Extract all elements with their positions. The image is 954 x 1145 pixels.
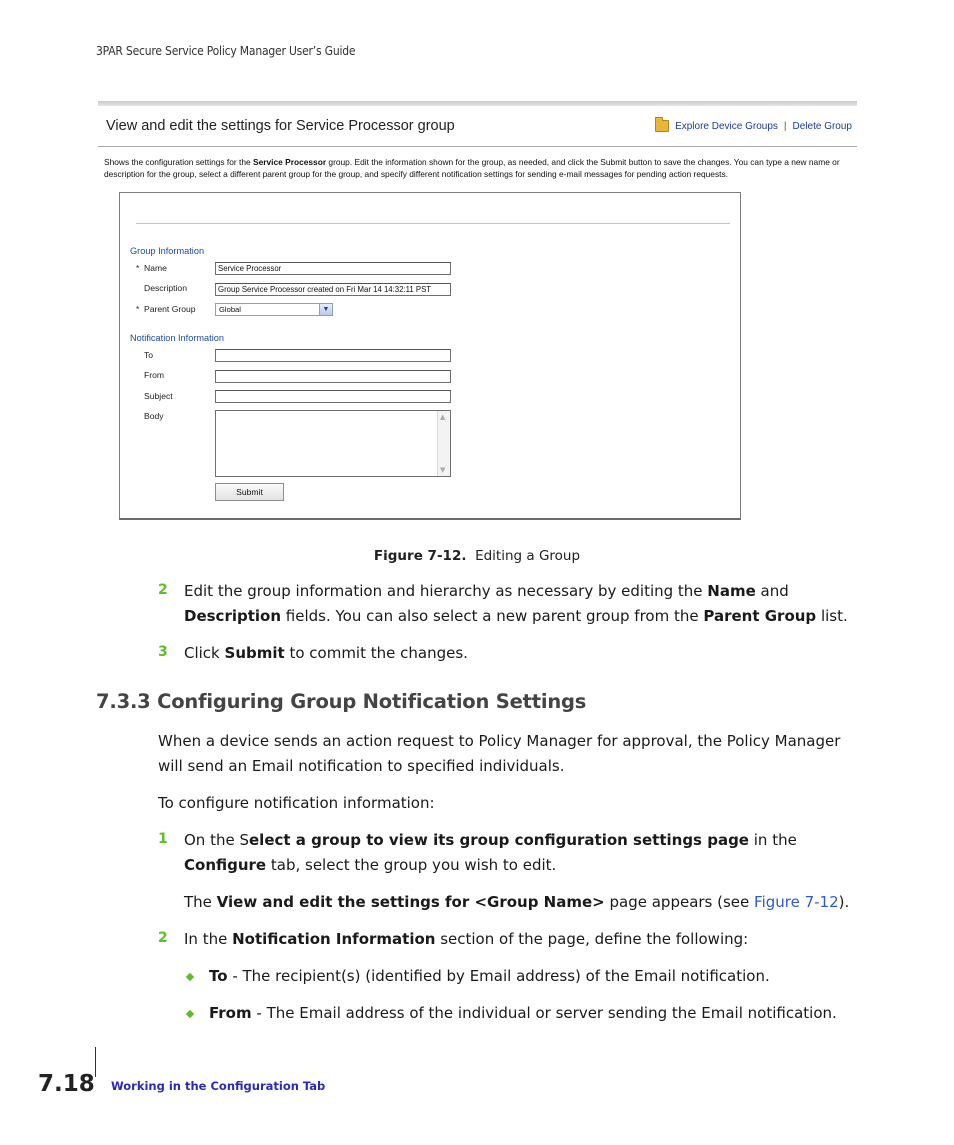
step-part: and <box>755 582 789 600</box>
step-bold: Submit <box>224 644 285 662</box>
submit-button[interactable]: Submit <box>215 483 284 501</box>
bullet-diamond-icon <box>186 1010 194 1018</box>
scroll-down-icon[interactable]: ▼ <box>440 466 446 474</box>
figure-title: Editing a Group <box>475 548 581 564</box>
link-separator: | <box>783 120 787 132</box>
to-label: To <box>144 350 154 360</box>
page-number: 7.18 <box>38 1071 95 1097</box>
step-number: 3 <box>158 644 168 660</box>
bullet-item <box>209 964 869 989</box>
from-label: From <box>144 370 165 380</box>
description-label: Description <box>144 283 187 293</box>
step-bold: Parent Group <box>703 607 817 625</box>
bullet-term: From <box>209 1004 252 1022</box>
bullet-text: - The recipient(s) (identified by Email address) of the Email notification. <box>227 967 770 985</box>
step-text <box>184 927 864 952</box>
note-part: page appears (see <box>604 893 755 911</box>
body-textarea[interactable] <box>215 410 451 477</box>
step-bold: Description <box>184 607 282 625</box>
to-configure-paragraph: To configure notification information: <box>158 794 435 812</box>
desc-part: Shows the configuration settings for the <box>104 157 253 167</box>
bullet-term: To <box>209 967 228 985</box>
step-bold: Configure <box>184 856 267 874</box>
bullet-text: - The Email address of the individual or server sending the Email notification. <box>251 1004 837 1022</box>
screenshot-links <box>655 120 852 132</box>
step-number: 1 <box>158 831 168 847</box>
required-marker: * <box>136 304 140 314</box>
step-number: 2 <box>158 582 168 598</box>
bullet-item <box>209 1001 869 1026</box>
from-field[interactable] <box>215 370 451 383</box>
bullet-diamond-icon <box>186 973 194 981</box>
figure-link[interactable]: Figure 7-12 <box>754 893 839 911</box>
figure-number: Figure 7-12. <box>373 548 467 564</box>
parent-group-value: Global <box>219 305 241 314</box>
to-field[interactable] <box>215 349 451 362</box>
parent-group-label: Parent Group <box>144 304 196 314</box>
required-marker: * <box>136 263 140 273</box>
step-part: to commit the changes. <box>284 644 468 662</box>
footer-divider <box>95 1047 96 1077</box>
step-text <box>184 579 864 629</box>
folder-icon <box>655 120 669 132</box>
step-bold: Name <box>707 582 756 600</box>
name-label: Name <box>144 263 167 273</box>
step-part: list. <box>816 607 848 625</box>
step-text <box>184 641 864 666</box>
body-label: Body <box>144 411 164 421</box>
scrollbar[interactable] <box>437 411 450 476</box>
running-header: 3PAR Secure Service Policy Manager User’s Guide <box>96 44 356 58</box>
step-part: in the <box>748 831 797 849</box>
name-field[interactable]: Service Processor <box>215 262 451 275</box>
step-part: fields. You can also select a new parent group from the <box>281 607 704 625</box>
note-bold: View and edit the settings for <Group Name> <box>216 893 605 911</box>
delete-group-link[interactable]: Delete Group <box>792 120 852 132</box>
explore-device-groups-link[interactable]: Explore Device Groups <box>675 120 778 132</box>
note-part: ). <box>838 893 850 911</box>
screenshot-description <box>104 156 849 180</box>
section-heading: 7.3.3 Configuring Group Notification Settings <box>96 690 587 713</box>
subject-field[interactable] <box>215 390 451 403</box>
notification-information-label: Notification Information <box>130 333 224 343</box>
intro-paragraph: When a device sends an action request to Policy Manager for approval, the Policy Manager will send an Email notification to specified individuals. <box>158 732 841 775</box>
step-bold: elect a group to view its group configuration settings page <box>249 831 749 849</box>
desc-group-name: Service Processor <box>252 157 327 167</box>
figure-screenshot <box>98 101 857 528</box>
footer-chapter-title: Working in the Configuration Tab <box>111 1079 326 1093</box>
step-note <box>184 890 864 915</box>
note-part: The <box>184 893 217 911</box>
description-field[interactable]: Group Service Processor created on Fri Mar 14 14:32:11 PST <box>215 283 451 296</box>
step-part: Edit the group information and hierarchy as necessary by editing the <box>184 582 708 600</box>
subject-label: Subject <box>144 391 173 401</box>
step-part: Click <box>184 644 225 662</box>
screenshot-top-bar <box>98 101 857 106</box>
step-part: tab, select the group you wish to edit. <box>266 856 557 874</box>
group-information-label: Group Information <box>130 246 205 256</box>
figure-caption <box>0 548 954 564</box>
step-text <box>184 828 864 878</box>
form-divider <box>136 223 730 224</box>
chevron-down-icon[interactable]: ▼ <box>319 304 332 315</box>
step-part: On the S <box>184 831 249 849</box>
step-part: section of the page, define the following: <box>435 930 749 948</box>
scroll-up-icon[interactable]: ▲ <box>440 413 446 421</box>
parent-group-select[interactable] <box>215 303 333 316</box>
step-bold: Notification Information <box>232 930 436 948</box>
screenshot-page-title: View and edit the settings for Service Processor group <box>106 118 455 134</box>
edit-group-form <box>119 192 741 520</box>
step-part: In the <box>184 930 233 948</box>
step-number: 2 <box>158 930 168 946</box>
screenshot-divider <box>98 146 857 147</box>
desc-part: group. Edit the information shown for the group, as needed, and click the Submit button to save the changes. You can type a new name or description for the group, select a different parent group for the group, and specify different notification settings for sending e-mail messages for pending action requests. <box>104 157 840 179</box>
